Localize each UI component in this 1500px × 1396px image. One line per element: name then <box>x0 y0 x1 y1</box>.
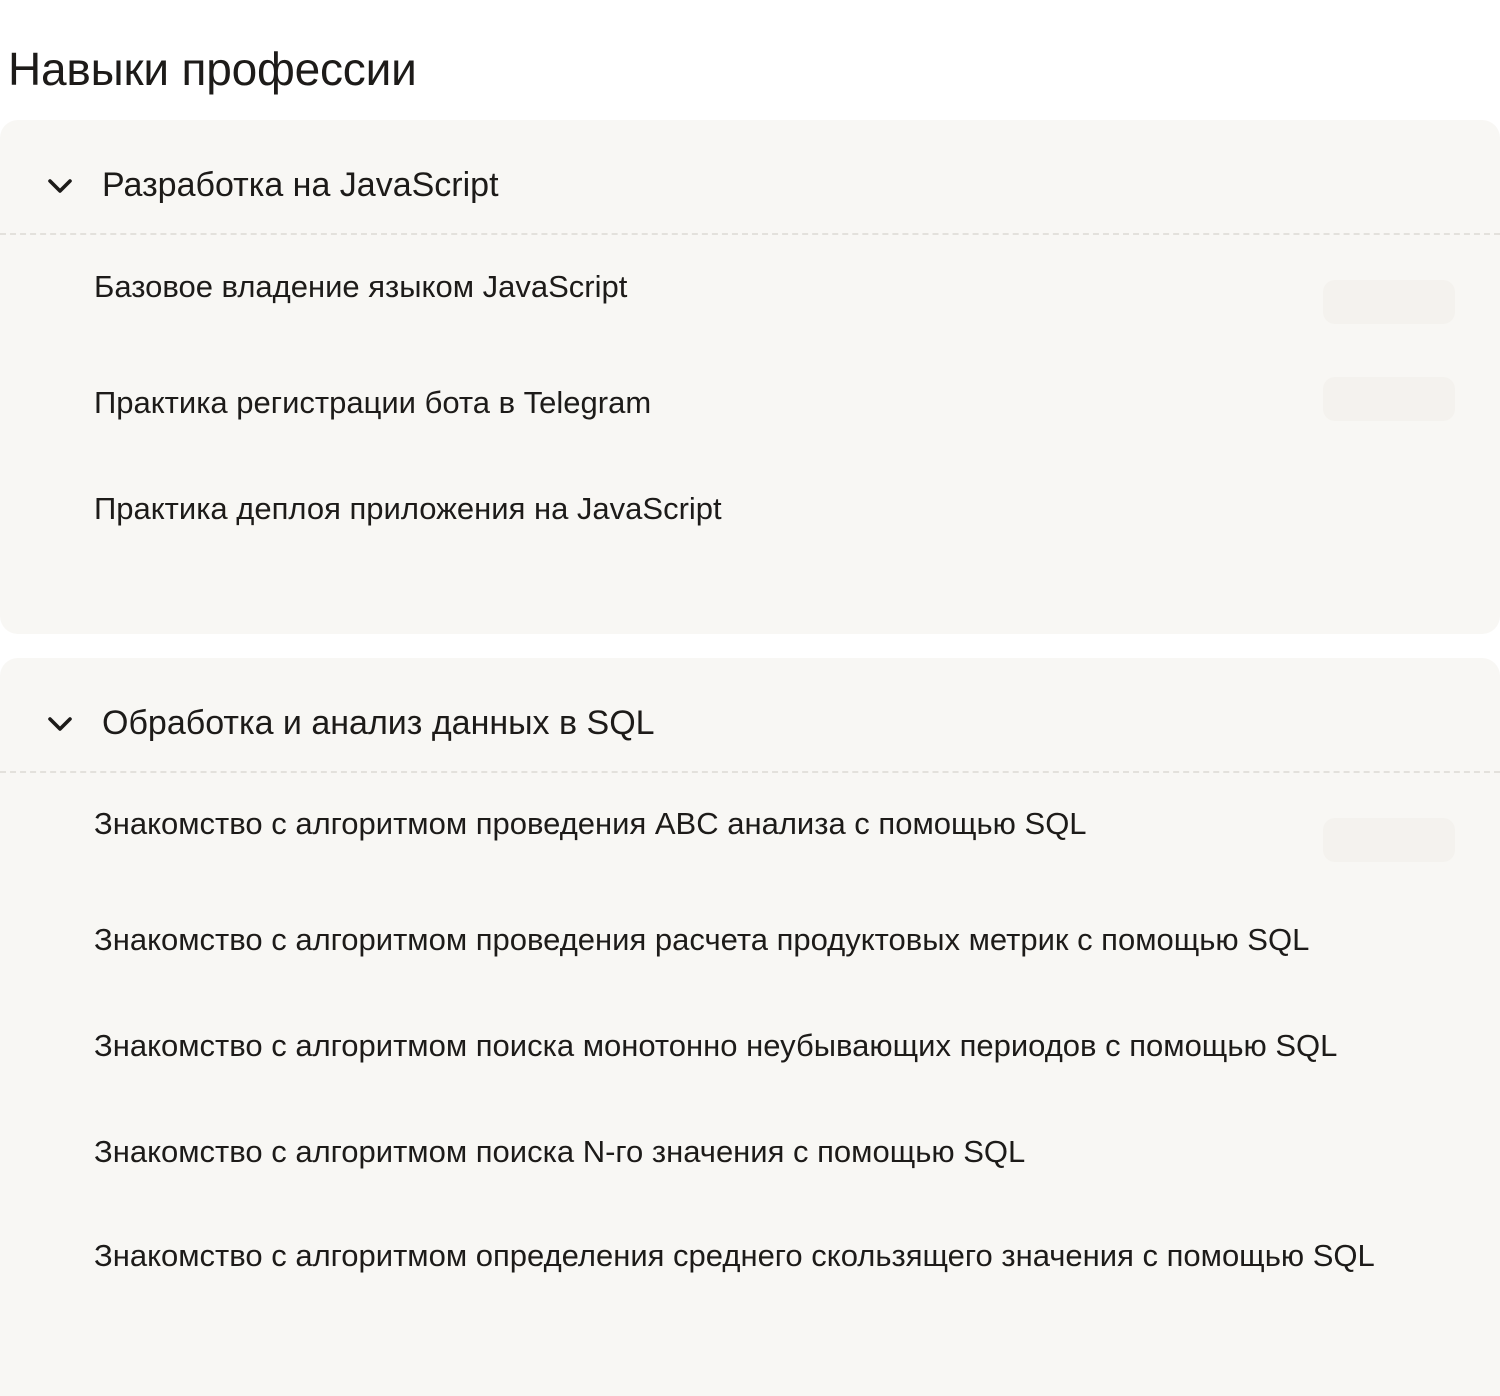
section-header-javascript[interactable] <box>0 120 1500 235</box>
skill-item: Знакомство с алгоритмом проведения расчета продуктовых метрик с помощью SQL <box>94 922 1310 957</box>
skill-item: Практика регистрации бота в Telegram <box>94 385 652 420</box>
skill-badge <box>1323 377 1455 421</box>
skill-item: Знакомство с алгоритмом проведения ABC анализа с помощью SQL <box>94 806 1087 841</box>
skill-item: Практика деплоя приложения на JavaScript <box>94 491 722 526</box>
skill-item: Знакомство с алгоритмом поиска монотонно неубывающих периодов с помощью SQL <box>94 1028 1338 1063</box>
skill-badge <box>1323 818 1455 862</box>
skill-section-sql <box>0 658 1500 1396</box>
skill-item: Знакомство с алгоритмом определения среднего скользящего значения с помощью SQL <box>94 1238 1375 1273</box>
chevron-down-icon[interactable] <box>44 170 76 202</box>
skill-item: Базовое владение языком JavaScript <box>94 269 628 304</box>
skill-item: Знакомство с алгоритмом поиска N-го значения с помощью SQL <box>94 1134 1026 1169</box>
skill-section-javascript <box>0 120 1500 634</box>
skill-badge <box>1323 280 1455 324</box>
section-title: Обработка и анализ данных в SQL <box>102 704 655 742</box>
section-header-sql[interactable] <box>0 658 1500 773</box>
section-title: Разработка на JavaScript <box>102 166 499 204</box>
page-title: Навыки профессии <box>8 43 417 95</box>
chevron-down-icon[interactable] <box>44 708 76 740</box>
